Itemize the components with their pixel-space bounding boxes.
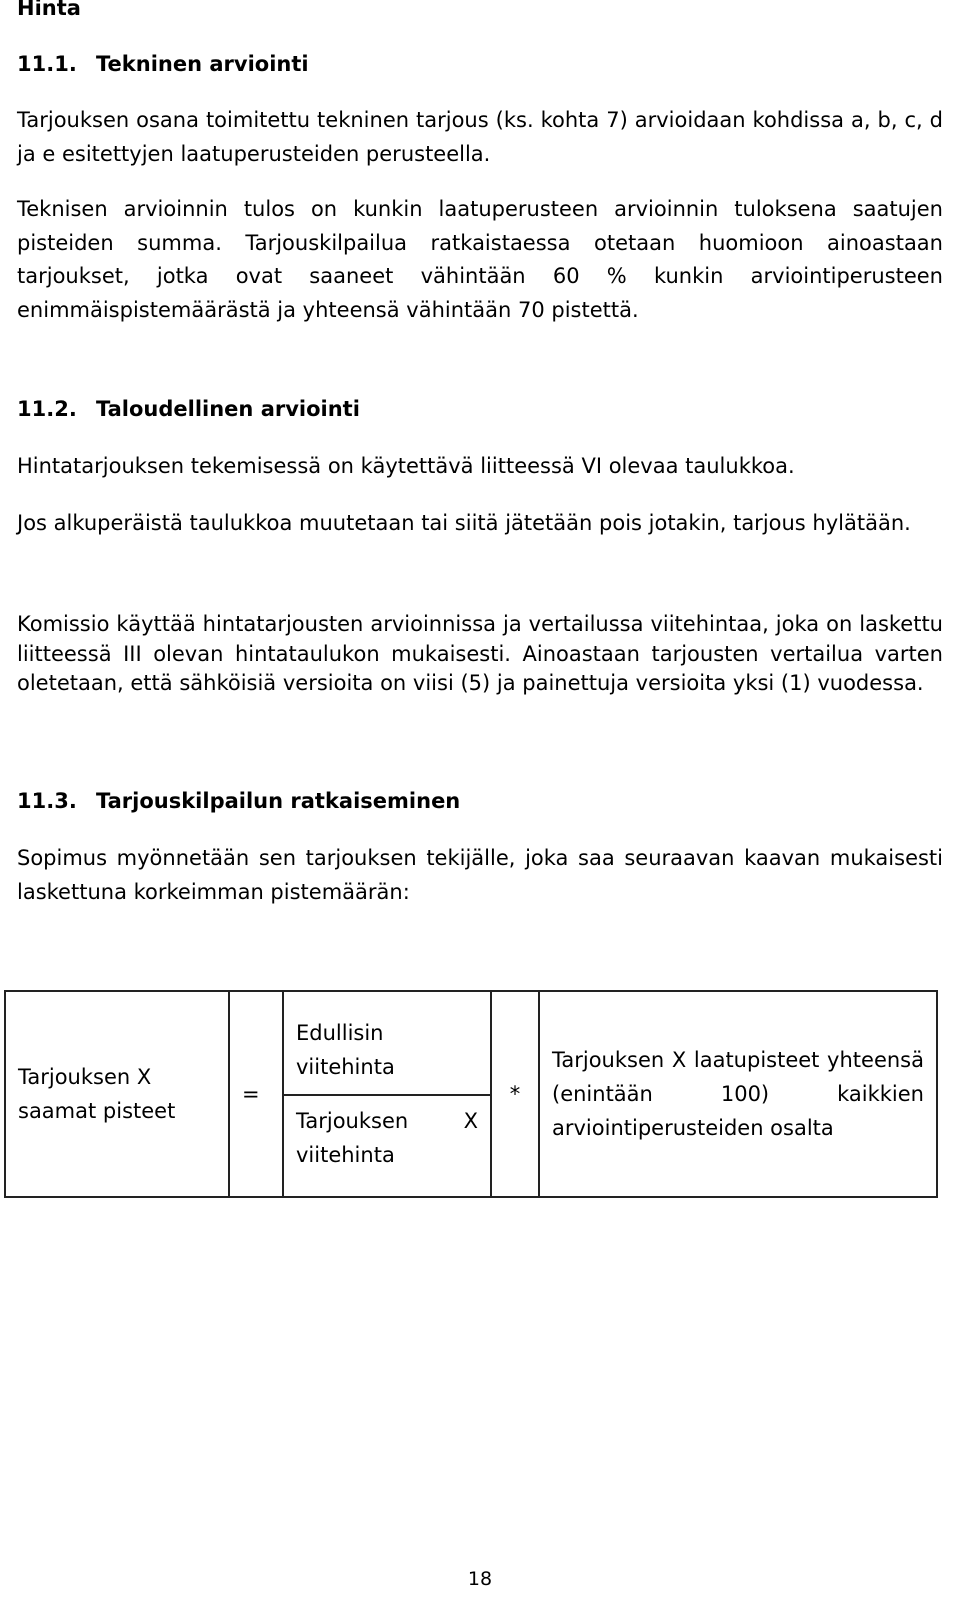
section-heading-11-3	[17, 789, 460, 813]
scoring-formula-table	[4, 990, 938, 1198]
formula-fraction-cell	[283, 991, 491, 1197]
formula-multiply-sign: *	[491, 991, 539, 1197]
document-title: Hinta	[17, 0, 81, 20]
page-number: 18	[467, 1568, 493, 1590]
paragraph: Jos alkuperäistä taulukkoa muutetaan tai siitä jätetään pois jotakin, tarjous hylätään.	[17, 511, 911, 535]
formula-right-cell: Tarjouksen X laatupisteet yhteensä (enintään 100) kaikkien arviointiperusteiden osalta	[539, 991, 937, 1197]
formula-denominator	[284, 1094, 490, 1178]
paragraph: Teknisen arvioinnin tulos on kunkin laatuperusteen arvioinnin tuloksena saatujen pisteiden summa. Tarjouskilpailua ratkaistaessa otetaan huomioon ainoastaan tarjoukset, jotka ovat saaneet vähintään 60 % kunkin arviointiperusteen enimmäispistemäärästä ja yhteensä vähintään 70 pistettä.	[17, 197, 943, 322]
section-heading-11-1	[17, 52, 309, 76]
section-title: Tarjouskilpailun ratkaiseminen	[96, 789, 461, 813]
section-number: 11.2.	[17, 397, 77, 421]
section-title: Tekninen arviointi	[96, 52, 309, 76]
formula-denominator-label: Tarjouksen viitehinta	[296, 1109, 409, 1167]
section-number: 11.1.	[17, 52, 77, 76]
paragraph: Komissio käyttää hintatarjousten arvioinnissa ja vertailussa viitehintaa, joka on laskettu liitteessä III olevan hintataulukon mukaisesti. Ainoastaan tarjousten vertailua varten oletetaan, että sähköisiä versioita on viisi (5) ja painettuja versioita yksi (1) vuodessa.	[17, 612, 943, 695]
paragraph: Sopimus myönnetään sen tarjouksen tekijälle, joka saa seuraavan kaavan mukaisesti laskettuna korkeimman pistemäärän:	[17, 846, 943, 904]
section-heading-11-2	[17, 397, 360, 421]
section-number: 11.3.	[17, 789, 77, 813]
paragraph: Hintatarjouksen tekemisessä on käytettävä liitteessä VI olevaa taulukkoa.	[17, 454, 795, 478]
formula-left-cell: Tarjouksen X saamat pisteet	[5, 991, 229, 1197]
section-title: Taloudellinen arviointi	[96, 397, 360, 421]
paragraph: Tarjouksen osana toimitettu tekninen tarjous (ks. kohta 7) arvioidaan kohdissa a, b, c, d ja e esitettyjen laatuperusteiden perusteella.	[17, 108, 943, 166]
formula-numerator: Edullisin viitehinta	[296, 1021, 395, 1079]
formula-denominator-x: X	[463, 1109, 478, 1133]
formula-equals-sign: =	[229, 991, 283, 1197]
